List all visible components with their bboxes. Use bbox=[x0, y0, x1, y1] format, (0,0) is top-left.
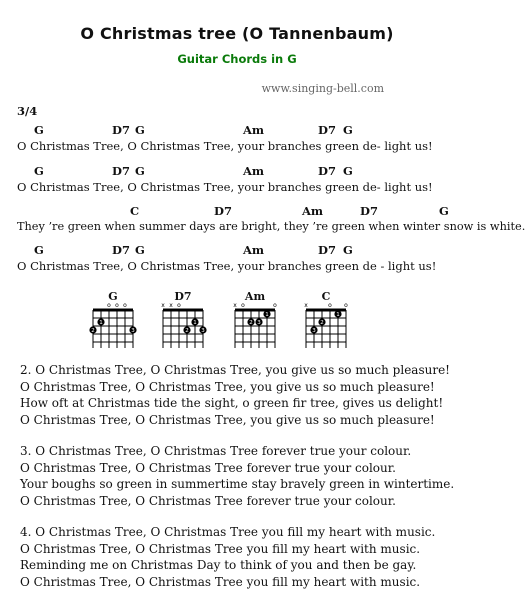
chord-label: G bbox=[439, 204, 449, 218]
chord-label: D7 bbox=[214, 204, 232, 218]
song-subtitle: Guitar Chords in G bbox=[177, 52, 297, 66]
verse-line: 2. O Christmas Tree, O Christmas Tree, you give us so much pleasure! bbox=[20, 363, 451, 377]
chord-grid bbox=[157, 300, 209, 350]
chord-grid bbox=[229, 300, 281, 350]
chord-label: G bbox=[343, 243, 353, 257]
string-marker: o bbox=[115, 302, 119, 309]
chord-label: D7 bbox=[318, 164, 336, 178]
chord-label: Am bbox=[302, 204, 324, 218]
finger-number: 3 bbox=[131, 328, 135, 335]
chord-line bbox=[0, 243, 474, 257]
verse-line: O Christmas Tree, O Christmas Tree forever true your colour. bbox=[20, 460, 396, 475]
finger-number: 2 bbox=[249, 320, 253, 327]
lyric-line: O Christmas Tree, O Christmas Tree, your branches green de - light us! bbox=[17, 259, 437, 273]
chord-label: G bbox=[34, 243, 44, 257]
finger-dots bbox=[310, 310, 341, 334]
lyric-line: O Christmas Tree, O Christmas Tree, your branches green de- light us! bbox=[17, 180, 433, 194]
chord-label: D7 bbox=[318, 123, 336, 137]
finger-number: 2 bbox=[91, 328, 95, 335]
chord-label: C bbox=[130, 204, 140, 218]
chord-label: Am bbox=[243, 164, 265, 178]
website-link[interactable]: www.singing-bell.com bbox=[261, 82, 384, 95]
finger-number: 3 bbox=[201, 328, 205, 335]
finger-number: 1 bbox=[265, 312, 269, 319]
chord-line bbox=[0, 204, 474, 218]
chord-label: Am bbox=[243, 243, 265, 257]
chord-diagram-name: G bbox=[108, 290, 118, 303]
verse-line: How oft at Christmas tide the sight, o green fir tree, gives us delight! bbox=[20, 396, 444, 410]
finger-number: 3 bbox=[312, 328, 316, 335]
chord-label: G bbox=[34, 164, 44, 178]
string-marker: o bbox=[241, 302, 245, 309]
verse-line: 4. O Christmas Tree, O Christmas Tree you fill my heart with music. bbox=[20, 525, 436, 539]
song-title: O Christmas tree (O Tannenbaum) bbox=[80, 24, 394, 43]
verse-line: 3. O Christmas Tree, O Christmas Tree forever true your colour. bbox=[20, 444, 412, 458]
chord-grid bbox=[87, 300, 139, 350]
verse-line: O Christmas Tree, O Christmas Tree you fill my heart with music. bbox=[20, 574, 421, 589]
lyric-line: They ’re green when summer days are bright, they ’re green when winter snow is white. bbox=[17, 220, 525, 233]
verse-line: O Christmas Tree, O Christmas Tree you fill my heart with music. bbox=[20, 541, 421, 556]
string-marker: o bbox=[344, 302, 348, 309]
verse-3 bbox=[20, 443, 454, 509]
chord-diagram-name: D7 bbox=[174, 290, 192, 303]
chord-label: G bbox=[135, 243, 145, 257]
verse-line: O Christmas Tree, O Christmas Tree, you give us so much pleasure! bbox=[20, 412, 435, 427]
chord-diagram-c bbox=[300, 290, 352, 350]
chord-line bbox=[0, 164, 474, 178]
finger-number: 1 bbox=[99, 320, 103, 327]
verse-line: Reminding me on Christmas Day to think of you and then be gay. bbox=[20, 558, 417, 572]
string-marker: x bbox=[161, 302, 165, 309]
verse-line: O Christmas Tree, O Christmas Tree forever true your colour. bbox=[20, 493, 396, 508]
chord-label: G bbox=[135, 164, 145, 178]
finger-number: 1 bbox=[193, 320, 197, 327]
verse-2 bbox=[20, 362, 450, 428]
chord-label: D7 bbox=[112, 243, 130, 257]
finger-number: 2 bbox=[185, 328, 189, 335]
chord-diagram-d7 bbox=[157, 290, 209, 350]
string-marker: o bbox=[177, 302, 181, 309]
verse-4 bbox=[20, 524, 435, 590]
verse-line: O Christmas Tree, O Christmas Tree, you give us so much pleasure! bbox=[20, 379, 435, 394]
chord-label: G bbox=[34, 123, 44, 137]
string-marker: o bbox=[123, 302, 127, 309]
chord-label: D7 bbox=[112, 123, 130, 137]
chord-label: D7 bbox=[360, 204, 378, 218]
string-marker: o bbox=[273, 302, 277, 309]
chord-diagram-name: Am bbox=[244, 290, 266, 303]
string-marker: x bbox=[233, 302, 237, 309]
chord-diagram-am bbox=[229, 290, 281, 350]
string-marker: x bbox=[304, 302, 308, 309]
chord-label: G bbox=[343, 123, 353, 137]
finger-number: 1 bbox=[336, 312, 340, 319]
chord-label: G bbox=[343, 164, 353, 178]
string-marker: o bbox=[107, 302, 111, 309]
chord-label: Am bbox=[243, 123, 265, 137]
finger-number: 2 bbox=[320, 320, 324, 327]
string-marker: x bbox=[169, 302, 173, 309]
chord-label: G bbox=[135, 123, 145, 137]
chord-label: D7 bbox=[112, 164, 130, 178]
verse-line: Your boughs so green in summertime stay bravely green in wintertime. bbox=[20, 477, 455, 491]
chord-label: D7 bbox=[318, 243, 336, 257]
chord-diagram-name: C bbox=[321, 290, 331, 303]
chord-diagram-g bbox=[87, 290, 139, 350]
time-signature: 3/4 bbox=[17, 104, 38, 118]
chord-line bbox=[0, 123, 474, 137]
string-marker: o bbox=[328, 302, 332, 309]
finger-number: 3 bbox=[257, 320, 261, 327]
lyric-line: O Christmas Tree, O Christmas Tree, your branches green de- light us! bbox=[17, 139, 433, 153]
chord-grid bbox=[300, 300, 352, 350]
